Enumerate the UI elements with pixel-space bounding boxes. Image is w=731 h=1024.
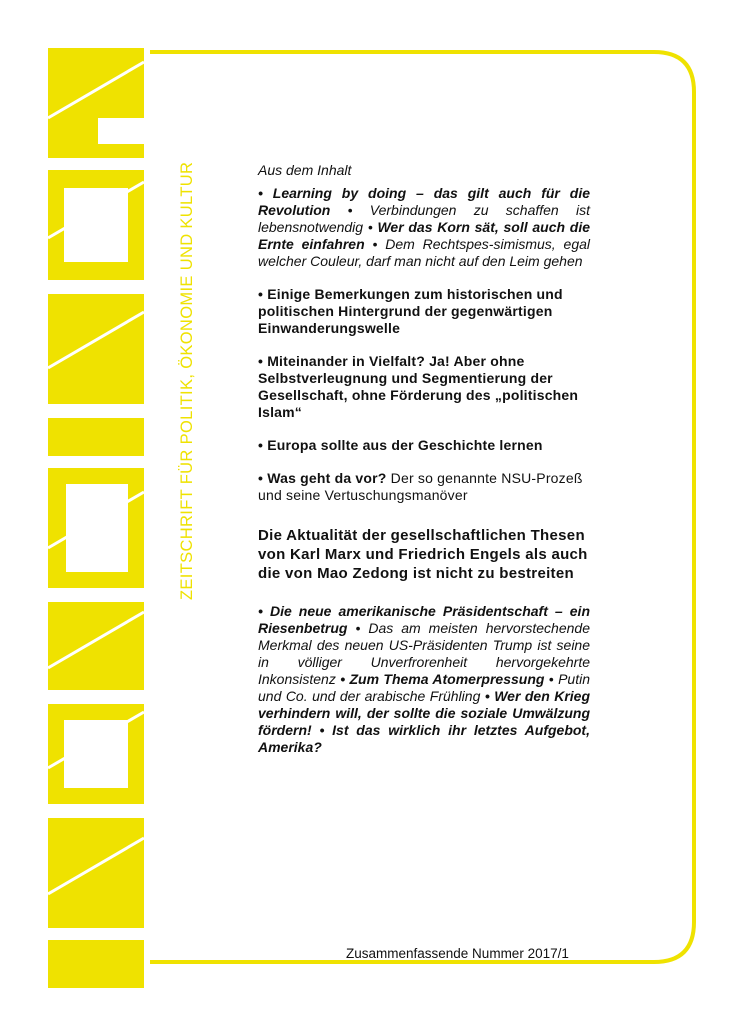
contents-block-1: • Learning by doing – das gilt auch für die Revolution • Verbindungen zu schaffen ist lebensnotwendig • Wer das Korn sät, soll auch die Ernte einfahren • Dem Rechtspes-simismus, egal welcher Couleur, darf man nicht auf den Leim gehen (258, 185, 590, 269)
section-item-nsu: • Was geht da vor? Der so genannte NSU-Prozeß und seine Vertuschungsmanöver (258, 470, 583, 503)
issue-number: Zusammenfassende Nummer 2017/1 (346, 946, 569, 961)
section-item: • Miteinander in Vielfalt? Ja! Aber ohne Selbstverleugnung und Segmentierung der Gesellschaft, ohne Förderung des „politischen Islam“ (258, 353, 579, 420)
section-item: • Europa sollte aus der Geschichte lernen (258, 437, 543, 453)
logo-neue-einheit (48, 48, 166, 988)
lead-statement: Die Aktualität der gesellschaftlichen Thesen von Karl Marx und Friedrich Engels als auch die von Mao Zedong ist nicht zu bestreiten (258, 527, 588, 582)
contents-heading: Aus dem Inhalt (258, 162, 352, 178)
table-of-contents (258, 162, 590, 756)
masthead-subtitle: ZEITSCHRIFT FÜR POLITIK, ÖKONOMIE UND KULTUR (178, 161, 196, 600)
section-item: • Einige Bemerkungen zum historischen und politischen Hintergrund der gegenwärtigen Einwanderungswelle (258, 286, 563, 336)
contents-block-2: • Die neue amerikanische Präsidentschaft – ein Riesenbetrug • Das am meisten hervorstechende Merkmal des neuen US-Präsidenten Trump ist seine in völliger Unverfrorenheit hervorgekehrte Inkonsistenz • Zum Thema Atomerpressung • Putin und Co. und der arabische Frühling • Wer den Krieg verhindern will, der sollte die soziale Umwälzung fördern! • Ist das wirklich ihr letztes Aufgebot, Amerika? (258, 603, 590, 755)
